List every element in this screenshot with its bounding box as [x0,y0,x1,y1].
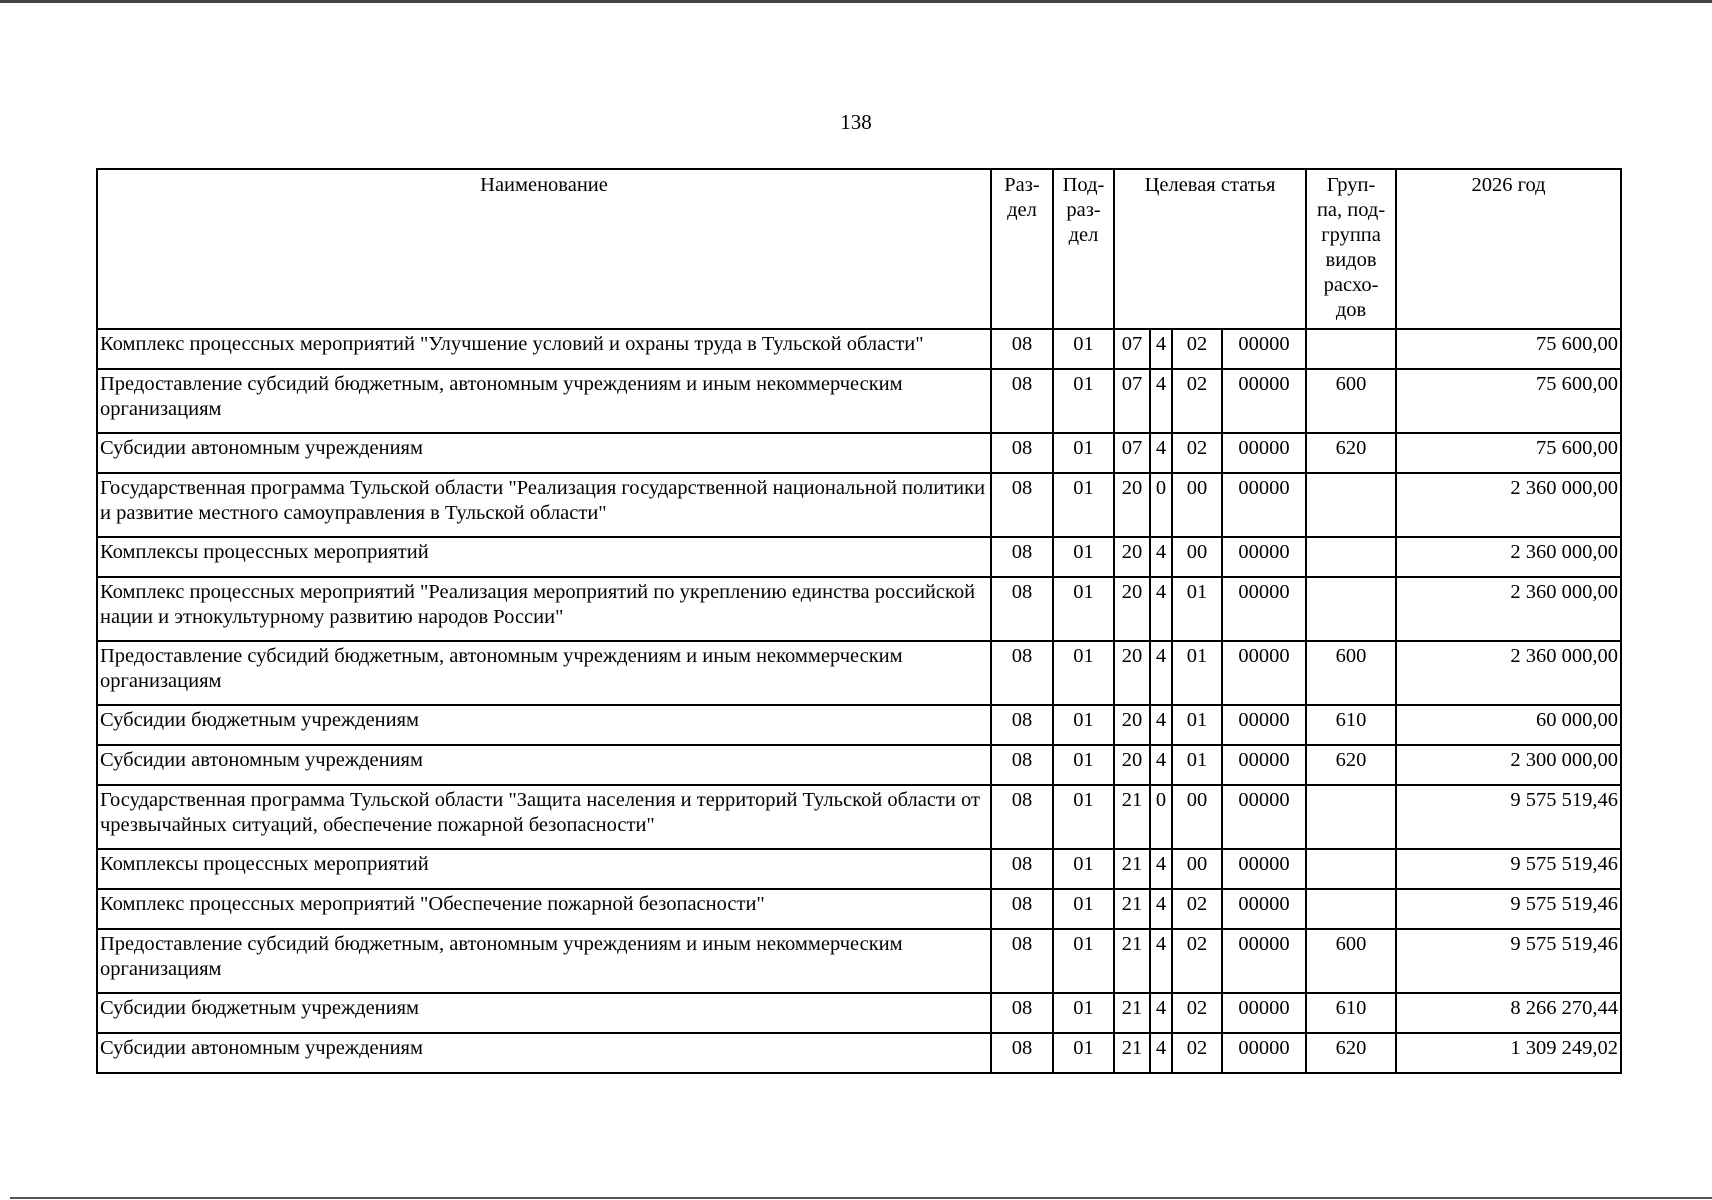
cell-target-program: 07 [1114,329,1150,369]
cell-target-type: 4 [1150,849,1172,889]
cell-target-type: 4 [1150,705,1172,745]
table-row [97,929,1621,993]
cell-target-program: 21 [1114,889,1150,929]
cell-target-program: 21 [1114,929,1150,993]
cell-amount: 2 360 000,00 [1396,473,1621,537]
table-row [97,705,1621,745]
cell-target-program: 21 [1114,1033,1150,1073]
cell-subsection: 01 [1053,329,1114,369]
cell-expense-group: 600 [1306,641,1396,705]
cell-expense-group: 600 [1306,369,1396,433]
cell-target-subprogram: 01 [1172,745,1222,785]
table-header-row [97,169,1621,329]
header-year: 2026 год [1396,169,1621,329]
cell-target-subprogram: 02 [1172,433,1222,473]
cell-expense-group [1306,329,1396,369]
cell-name: Субсидии автономным учреждениям [97,745,991,785]
cell-target-direction: 00000 [1222,329,1306,369]
cell-section: 08 [991,929,1053,993]
cell-amount: 75 600,00 [1396,433,1621,473]
table-row [97,329,1621,369]
cell-amount: 8 266 270,44 [1396,993,1621,1033]
cell-section: 08 [991,745,1053,785]
header-name: Наименование [97,169,991,329]
cell-target-direction: 00000 [1222,705,1306,745]
cell-target-direction: 00000 [1222,785,1306,849]
cell-name: Субсидии бюджетным учреждениям [97,993,991,1033]
cell-amount: 75 600,00 [1396,329,1621,369]
cell-section: 08 [991,473,1053,537]
cell-name: Комплекс процессных мероприятий "Улучшение условий и охраны труда в Тульской области" [97,329,991,369]
cell-target-direction: 00000 [1222,849,1306,889]
cell-section: 08 [991,329,1053,369]
table-body [97,329,1621,1073]
cell-name: Государственная программа Тульской области "Реализация государственной национальной политики и развитие местного самоуправления в Тульской области" [97,473,991,537]
cell-target-program: 20 [1114,577,1150,641]
cell-subsection: 01 [1053,745,1114,785]
cell-expense-group [1306,785,1396,849]
cell-target-type: 4 [1150,329,1172,369]
cell-section: 08 [991,369,1053,433]
cell-name: Субсидии бюджетным учреждениям [97,705,991,745]
cell-expense-group: 620 [1306,745,1396,785]
cell-section: 08 [991,537,1053,577]
cell-target-direction: 00000 [1222,641,1306,705]
cell-subsection: 01 [1053,1033,1114,1073]
cell-target-subprogram: 02 [1172,369,1222,433]
cell-target-type: 0 [1150,785,1172,849]
cell-target-type: 4 [1150,993,1172,1033]
cell-target-program: 21 [1114,849,1150,889]
cell-subsection: 01 [1053,473,1114,537]
cell-amount: 9 575 519,46 [1396,929,1621,993]
cell-target-subprogram: 01 [1172,641,1222,705]
header-expense-group: Груп- па, под- группа видов расхо- дов [1306,169,1396,329]
cell-target-direction: 00000 [1222,929,1306,993]
cell-amount: 1 309 249,02 [1396,1033,1621,1073]
cell-target-subprogram: 01 [1172,577,1222,641]
cell-name: Субсидии автономным учреждениям [97,433,991,473]
table-row [97,993,1621,1033]
cell-target-type: 4 [1150,537,1172,577]
table-row [97,785,1621,849]
cell-target-type: 4 [1150,641,1172,705]
scan-edge-bottom [10,1197,1712,1199]
cell-target-subprogram: 00 [1172,849,1222,889]
cell-target-type: 4 [1150,929,1172,993]
cell-target-subprogram: 02 [1172,929,1222,993]
cell-name: Субсидии автономным учреждениям [97,1033,991,1073]
cell-name: Предоставление субсидий бюджетным, автономным учреждениям и иным некоммерческим организациям [97,641,991,705]
cell-name: Комплекс процессных мероприятий "Обеспечение пожарной безопасности" [97,889,991,929]
cell-target-subprogram: 00 [1172,473,1222,537]
cell-target-program: 20 [1114,641,1150,705]
cell-expense-group: 620 [1306,433,1396,473]
table-row [97,889,1621,929]
budget-table [96,168,1622,1074]
cell-target-direction: 00000 [1222,889,1306,929]
cell-target-subprogram: 01 [1172,705,1222,745]
cell-section: 08 [991,577,1053,641]
table-row [97,537,1621,577]
cell-target-subprogram: 02 [1172,329,1222,369]
cell-target-program: 20 [1114,705,1150,745]
cell-target-program: 21 [1114,785,1150,849]
cell-section: 08 [991,889,1053,929]
cell-target-program: 20 [1114,745,1150,785]
cell-section: 08 [991,785,1053,849]
cell-target-type: 4 [1150,369,1172,433]
cell-section: 08 [991,1033,1053,1073]
cell-target-subprogram: 02 [1172,993,1222,1033]
cell-name: Предоставление субсидий бюджетным, автономным учреждениям и иным некоммерческим организациям [97,369,991,433]
cell-subsection: 01 [1053,705,1114,745]
cell-target-type: 4 [1150,1033,1172,1073]
table-row [97,473,1621,537]
cell-subsection: 01 [1053,369,1114,433]
table-row [97,369,1621,433]
cell-target-program: 21 [1114,993,1150,1033]
cell-target-subprogram: 00 [1172,537,1222,577]
cell-target-program: 20 [1114,473,1150,537]
cell-amount: 75 600,00 [1396,369,1621,433]
cell-target-program: 07 [1114,369,1150,433]
cell-name: Комплексы процессных мероприятий [97,849,991,889]
cell-section: 08 [991,641,1053,705]
cell-section: 08 [991,433,1053,473]
cell-target-program: 07 [1114,433,1150,473]
cell-target-subprogram: 00 [1172,785,1222,849]
header-subsection: Под- раз- дел [1053,169,1114,329]
cell-amount: 2 360 000,00 [1396,537,1621,577]
table-row [97,577,1621,641]
scan-edge-top [0,0,1712,3]
table-row [97,641,1621,705]
cell-subsection: 01 [1053,577,1114,641]
cell-target-subprogram: 02 [1172,889,1222,929]
cell-expense-group: 600 [1306,929,1396,993]
table-row [97,1033,1621,1073]
cell-target-direction: 00000 [1222,369,1306,433]
cell-subsection: 01 [1053,537,1114,577]
cell-subsection: 01 [1053,993,1114,1033]
cell-section: 08 [991,849,1053,889]
table-row [97,433,1621,473]
cell-target-type: 4 [1150,433,1172,473]
cell-expense-group [1306,889,1396,929]
cell-amount: 60 000,00 [1396,705,1621,745]
header-section: Раз- дел [991,169,1053,329]
cell-section: 08 [991,993,1053,1033]
cell-expense-group [1306,537,1396,577]
cell-target-direction: 00000 [1222,433,1306,473]
cell-expense-group: 610 [1306,705,1396,745]
table-row [97,849,1621,889]
cell-expense-group: 610 [1306,993,1396,1033]
cell-name: Предоставление субсидий бюджетным, автономным учреждениям и иным некоммерческим организациям [97,929,991,993]
cell-amount: 2 300 000,00 [1396,745,1621,785]
cell-subsection: 01 [1053,849,1114,889]
cell-expense-group: 620 [1306,1033,1396,1073]
cell-name: Государственная программа Тульской области "Защита населения и территорий Тульской области от чрезвычайных ситуаций, обеспечение пожарной безопасности" [97,785,991,849]
cell-amount: 9 575 519,46 [1396,849,1621,889]
cell-subsection: 01 [1053,785,1114,849]
cell-amount: 2 360 000,00 [1396,641,1621,705]
cell-target-direction: 00000 [1222,577,1306,641]
cell-target-direction: 00000 [1222,473,1306,537]
cell-subsection: 01 [1053,433,1114,473]
cell-target-direction: 00000 [1222,537,1306,577]
cell-amount: 9 575 519,46 [1396,889,1621,929]
cell-target-program: 20 [1114,537,1150,577]
cell-subsection: 01 [1053,641,1114,705]
cell-target-type: 4 [1150,577,1172,641]
cell-expense-group [1306,577,1396,641]
cell-amount: 2 360 000,00 [1396,577,1621,641]
cell-target-direction: 00000 [1222,1033,1306,1073]
cell-name: Комплексы процессных мероприятий [97,537,991,577]
cell-subsection: 01 [1053,929,1114,993]
cell-target-type: 0 [1150,473,1172,537]
cell-expense-group [1306,849,1396,889]
cell-section: 08 [991,705,1053,745]
cell-subsection: 01 [1053,889,1114,929]
cell-name: Комплекс процессных мероприятий "Реализация мероприятий по укреплению единства российской нации и этнокультурному развитию народов России" [97,577,991,641]
table-row [97,745,1621,785]
cell-target-subprogram: 02 [1172,1033,1222,1073]
cell-target-type: 4 [1150,745,1172,785]
cell-expense-group [1306,473,1396,537]
cell-target-type: 4 [1150,889,1172,929]
cell-target-direction: 00000 [1222,745,1306,785]
cell-target-direction: 00000 [1222,993,1306,1033]
page-number: 138 [840,110,872,134]
header-target-article: Целевая статья [1114,169,1306,329]
cell-amount: 9 575 519,46 [1396,785,1621,849]
